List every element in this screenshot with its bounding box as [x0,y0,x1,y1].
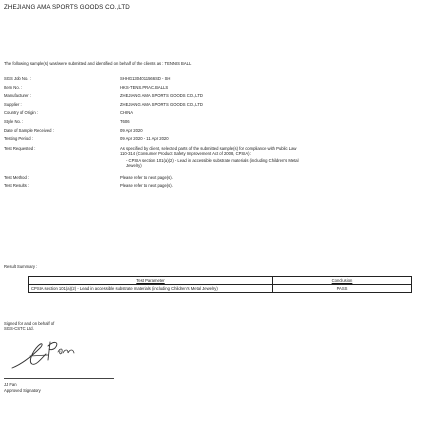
test-method-row [4,175,424,184]
field-row [4,93,424,102]
column-header-conclusion: Conclusion [273,277,412,285]
sample-info-fields [4,76,424,192]
field-row [4,136,424,145]
field-label: Style No. : [4,118,24,124]
column-header-parameter: Test Parameter [29,277,273,285]
field-value: ZHEJIANG AMA SPORTS GOODS CO.,LTD [120,93,203,99]
field-row [4,85,424,94]
field-row [4,76,424,85]
field-label: Testing Period : [4,136,33,142]
field-label: Manufacturer : [4,93,31,99]
field-label: Supplier : [4,101,22,107]
company-name: ZHEJIANG AMA SPORTS GOODS CO.,LTD [4,4,130,11]
conclusion-cell: PASS [273,285,412,293]
signing-company: SGS-CSTC Ltd. [4,326,34,332]
field-label: Country of Origin : [4,110,38,116]
signatory-block [4,382,41,394]
field-value: ZHEJIANG AMA SPORTS GOODS CO.,LTD [120,101,203,107]
test-requested-row [4,146,424,169]
field-value: 09 Apr 2020 [120,127,143,133]
field-value: CHINA [120,110,134,116]
field-label: Item No. : [4,84,23,90]
intro-statement: The following sample(s) was/were submitted and identified on behalf of the clients as : TENNIS BALL [4,61,192,66]
result-summary-label: Result Summary : [4,264,38,269]
handwritten-signature [8,334,78,374]
field-value: T606 [120,118,130,124]
test-requested-text: As specified by client, selected parts of the submitted sample(s) for compliance with Public Law 110-314 (Consumer Product Safety Improvement Act of 2008, CPSIA): [120,145,297,157]
field-label: Date of Sample Received : [4,127,54,133]
field-value: SHHG1304011566SD - SH [120,76,171,81]
field-row [4,110,424,119]
field-value [120,146,300,169]
field-label: Test Requested : [4,145,36,151]
field-row [4,102,424,111]
table-header-row [29,277,412,285]
field-label: SGS Job No. : [4,76,31,81]
field-value: Please refer to next page(s). [120,183,173,189]
test-parameter-cell: CPSIA section 101(a)(2) - Lead in accessible substrate materials (including Children's Metal Jewelry) [29,285,273,293]
field-value: Please refer to next page(s). [120,174,173,180]
table-row [29,285,412,293]
field-value: 09 Apr 2020 - 11 Apr 2020 [120,136,169,142]
signed-on-behalf [4,321,54,332]
signature-line [4,378,114,379]
field-label: Test Results : [4,183,30,189]
signed-line: Signed for and on behalf of [4,321,55,326]
test-results-row [4,183,424,192]
signer-title: Approved Signatory [4,388,41,393]
field-row [4,119,424,128]
field-row [4,128,424,137]
field-value: HKS-TENS.PRAC.BALLS [120,84,169,90]
test-requested-item: - CPSIA section 101(a)(2) - Lead in accessible substrate materials (including Children's Metal Jewelry) [126,158,299,169]
result-summary-table [28,276,412,293]
field-label: Test Method : [4,174,30,180]
signer-name: JJ Fan [4,382,17,387]
